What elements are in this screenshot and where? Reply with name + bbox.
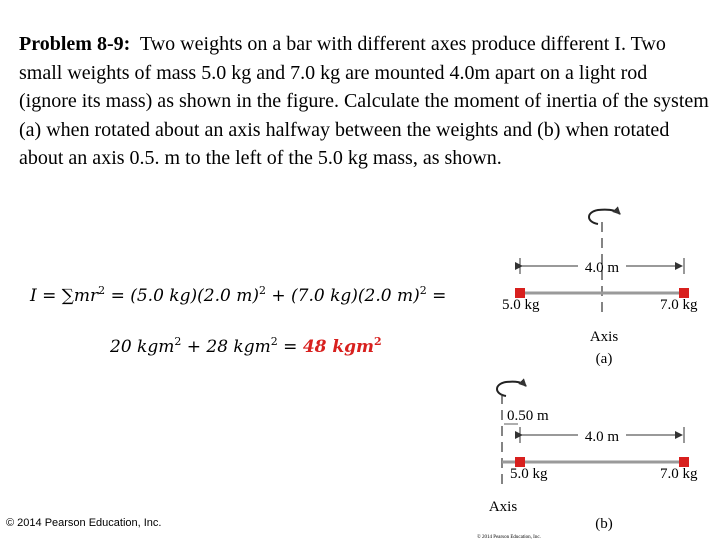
figure-credit: © 2014 Pearson Education, Inc. — [477, 535, 541, 540]
eq-term-1: (5.0 kg)(2.0 m) — [130, 286, 259, 306]
rotation-arrow-b — [497, 382, 526, 396]
mass-left-label-a: 5.0 kg — [502, 297, 540, 313]
rotation-figure — [470, 200, 720, 540]
distance-label-b: 4.0 m — [584, 429, 620, 445]
eq2-result-exp: 2 — [374, 335, 382, 348]
eq-lhs: I = — [30, 286, 57, 306]
panel-label-a: (a) — [595, 351, 613, 367]
eq-term-1-exp: 2 — [258, 284, 266, 297]
eq2-result: 48 kgm — [302, 337, 375, 357]
eq-sum-exp: 2 — [98, 284, 106, 297]
eq-plus: + — [271, 286, 286, 306]
eq-term-2-exp: 2 — [419, 284, 427, 297]
equation-line-2 — [110, 335, 382, 357]
equation-line-1 — [30, 284, 446, 306]
eq2-term-b-exp: 2 — [270, 335, 278, 348]
mass-right-label-a: 7.0 kg — [660, 297, 698, 313]
eq2-equals: = — [283, 337, 298, 357]
eq-term-2: (7.0 kg)(2.0 m) — [291, 286, 420, 306]
figure-panel-b — [477, 382, 698, 540]
offset-label-b: 0.50 m — [507, 408, 549, 424]
eq-equals-end: = — [432, 286, 447, 306]
problem-text: Two weights on a bar with different axes produce different I. Two small weights of mass 5.0 kg and 7.0 kg are mounted 4.0m apart on a light rod (ignore its mass) as shown in the figure. Calculate the moment of inertia of the system (a) when rotated about an axis halfway between the weights and (b) when rotated about an axis 0.5. m to the left of the 5.0 kg mass, as shown. — [19, 33, 709, 169]
figure-panel-a — [502, 210, 698, 367]
distance-label-a: 4.0 m — [584, 260, 620, 276]
axis-label-b: Axis — [488, 499, 518, 515]
copyright-notice: © 2014 Pearson Education, Inc. — [6, 517, 162, 529]
eq-equals: = — [110, 286, 125, 306]
mass-left-label-b: 5.0 kg — [510, 466, 548, 482]
problem-heading: Problem 8-9: — [19, 33, 131, 55]
rotation-arrow-a — [589, 210, 620, 224]
eq2-term-a: 20 kgm — [110, 337, 175, 357]
eq2-term-a-exp: 2 — [174, 335, 182, 348]
eq2-term-b: + 28 kgm — [186, 337, 271, 357]
axis-label-a: Axis — [589, 329, 619, 345]
eq-sum: ∑mr — [61, 286, 99, 306]
panel-label-b: (b) — [595, 516, 613, 532]
mass-right-label-b: 7.0 kg — [660, 466, 698, 482]
problem-statement — [19, 30, 709, 173]
